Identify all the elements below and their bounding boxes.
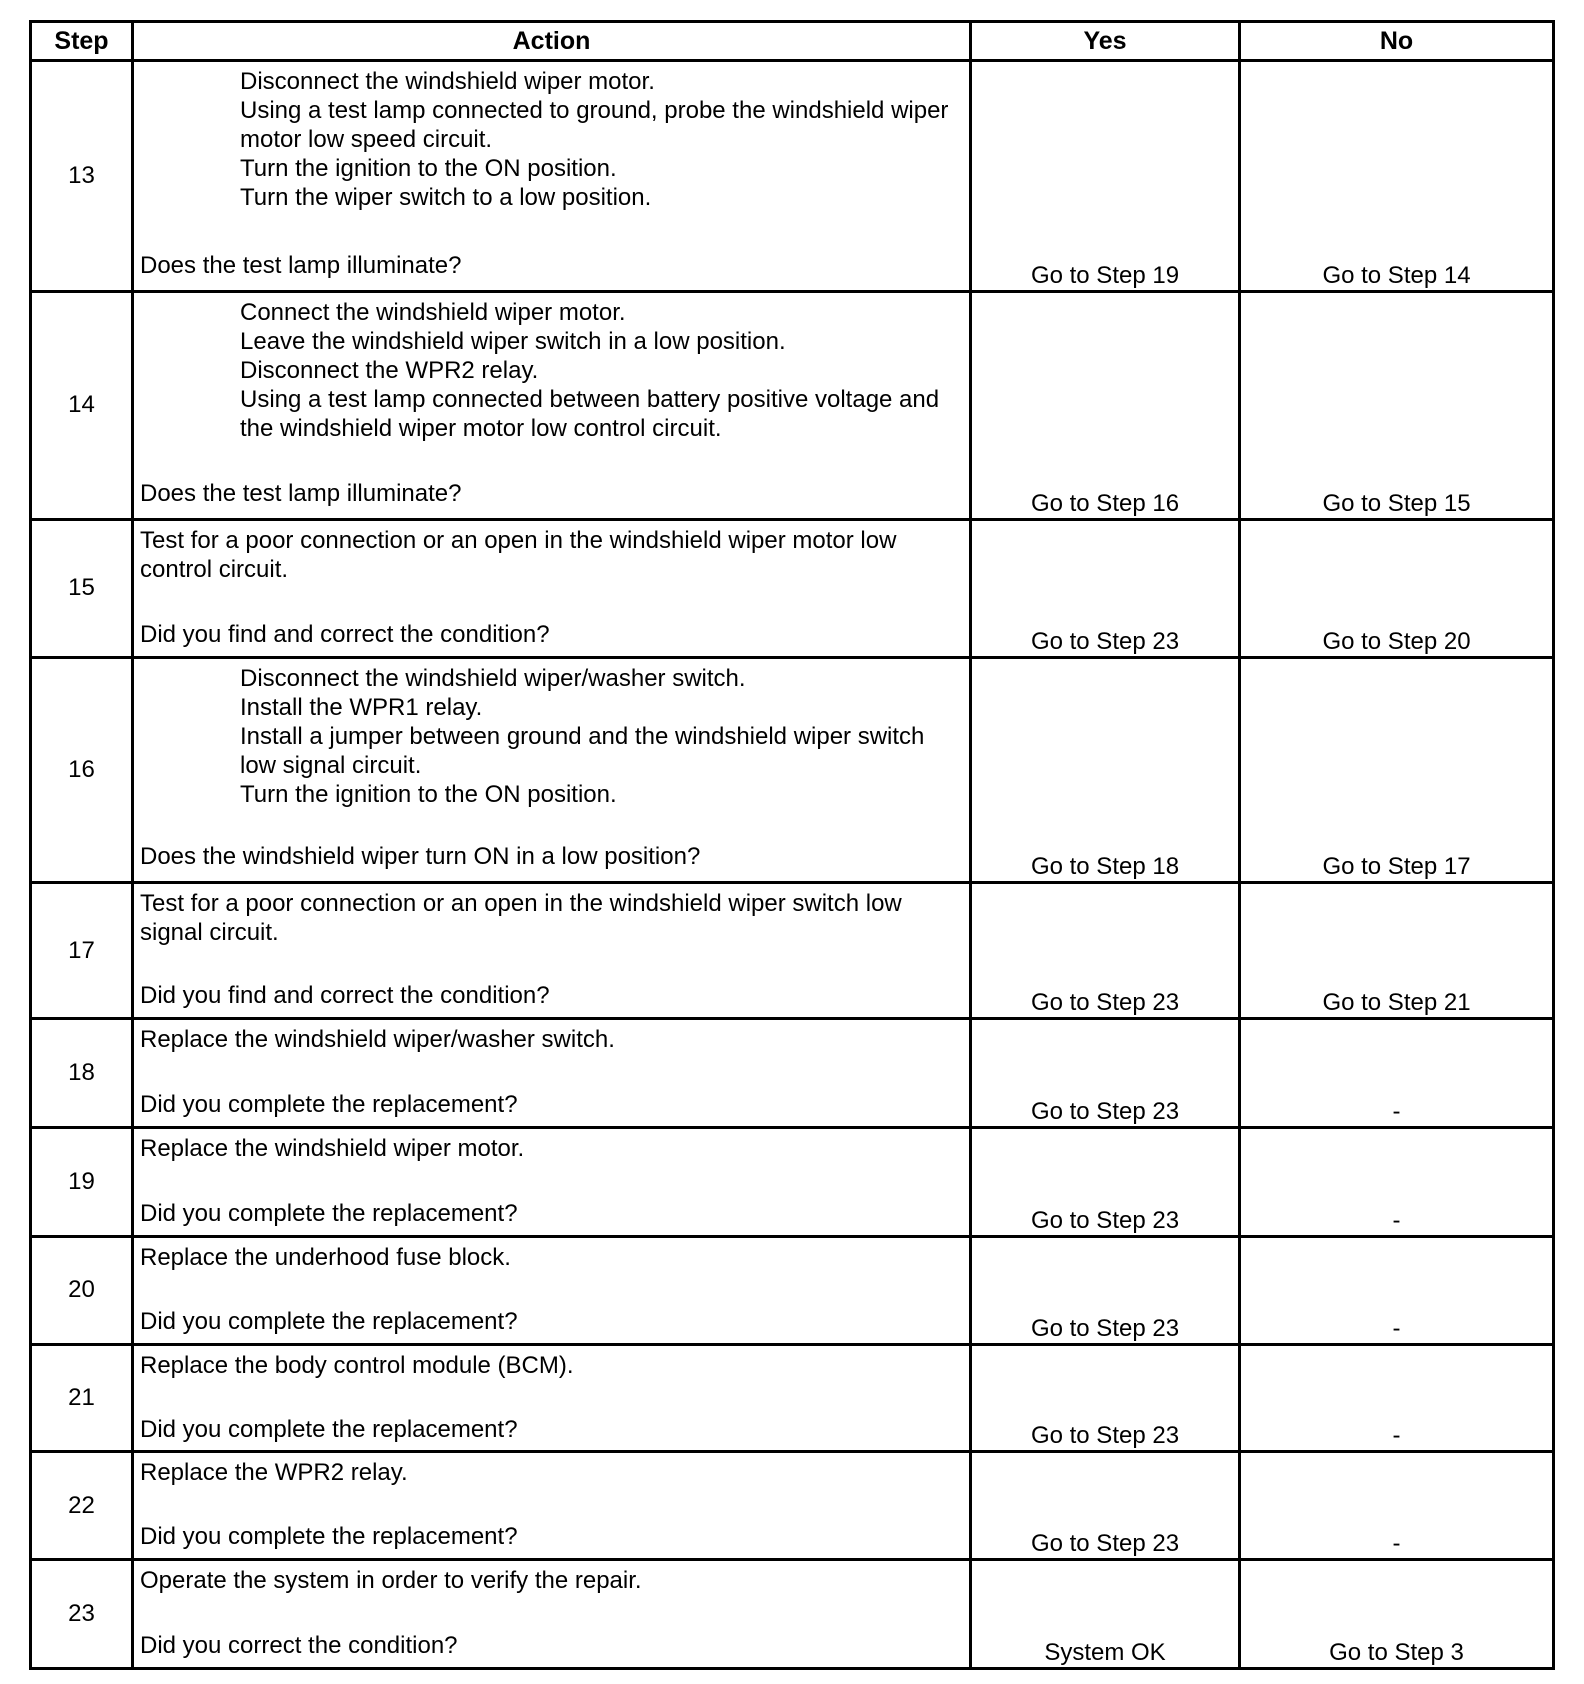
step-number: 18 <box>31 1019 133 1128</box>
step-number: 19 <box>31 1128 133 1237</box>
step-number: 16 <box>31 658 133 883</box>
question-text: Did you find and correct the condition? <box>140 981 550 1009</box>
table-row <box>31 1452 1554 1560</box>
table-row <box>31 1128 1554 1237</box>
action-cell <box>133 519 971 658</box>
question-text: Did you correct the condition? <box>140 1632 458 1660</box>
action-item: Disconnect the windshield wiper motor. <box>240 68 655 95</box>
action-cell <box>133 882 971 1018</box>
action-cell <box>133 1452 971 1560</box>
step-number: 21 <box>31 1344 133 1452</box>
question-text: Did you complete the replacement? <box>140 1523 518 1551</box>
table-row <box>31 1560 1554 1669</box>
action-item: Turn the ignition to the ON position. <box>240 155 617 182</box>
header-row <box>31 22 1554 61</box>
action-list <box>140 67 959 212</box>
step-number: 22 <box>31 1452 133 1560</box>
table-row <box>31 291 1554 519</box>
step-number: 15 <box>31 519 133 658</box>
question-text: Does the test lamp illuminate? <box>140 252 462 279</box>
action-cell <box>133 291 971 519</box>
action-text: Test for a poor connection or an open in the windshield wiper motor low control circuit. <box>140 526 897 583</box>
no-cell: Go to Step 20 <box>1240 519 1554 658</box>
action-text: Replace the body control module (BCM). <box>140 1351 574 1379</box>
no-cell: Go to Step 14 <box>1240 61 1554 292</box>
table-row <box>31 61 1554 292</box>
action-text: Operate the system in order to verify the repair. <box>140 1567 642 1595</box>
question-text: Did you complete the replacement? <box>140 1307 518 1335</box>
step-number: 23 <box>31 1560 133 1669</box>
action-item: Install a jumper between ground and the windshield wiper switch low signal circuit. <box>240 723 925 780</box>
action-item: Using a test lamp connected to ground, probe the windshield wiper motor low speed circuit. <box>240 97 949 153</box>
no-cell: Go to Step 3 <box>1240 1560 1554 1669</box>
no-cell: - <box>1240 1128 1554 1237</box>
table-row <box>31 658 1554 883</box>
no-cell: - <box>1240 1344 1554 1452</box>
action-item: Leave the windshield wiper switch in a low position. <box>240 327 786 355</box>
header-no: No <box>1240 22 1554 61</box>
question-text: Did you find and correct the condition? <box>140 620 550 648</box>
table-row <box>31 1236 1554 1344</box>
action-text: Replace the WPR2 relay. <box>140 1459 408 1487</box>
action-item: Turn the wiper switch to a low position. <box>240 184 652 211</box>
action-item: Using a test lamp connected between battery positive voltage and the windshield wiper motor low control circuit. <box>240 385 940 442</box>
step-number: 17 <box>31 882 133 1018</box>
step-number: 14 <box>31 291 133 519</box>
action-item: Disconnect the windshield wiper/washer switch. <box>240 665 746 693</box>
action-text: Replace the underhood fuse block. <box>140 1243 511 1271</box>
yes-cell: Go to Step 23 <box>971 1236 1240 1344</box>
yes-cell: Go to Step 18 <box>971 658 1240 883</box>
question-text: Does the windshield wiper turn ON in a low position? <box>140 843 701 871</box>
table-row <box>31 1019 1554 1128</box>
action-cell <box>133 1128 971 1237</box>
yes-cell: System OK <box>971 1560 1240 1669</box>
diagnostic-table <box>29 20 1555 1670</box>
action-cell <box>133 1560 971 1669</box>
table-row <box>31 1344 1554 1452</box>
action-list <box>140 298 959 443</box>
action-cell <box>133 658 971 883</box>
no-cell: Go to Step 21 <box>1240 882 1554 1018</box>
header-action: Action <box>133 22 971 61</box>
action-text: Replace the windshield wiper/washer switch. <box>140 1026 615 1054</box>
no-cell: - <box>1240 1019 1554 1128</box>
action-cell <box>133 1019 971 1128</box>
yes-cell: Go to Step 23 <box>971 519 1240 658</box>
table-row <box>31 882 1554 1018</box>
question-text: Does the test lamp illuminate? <box>140 479 462 507</box>
action-item: Connect the windshield wiper motor. <box>240 298 626 326</box>
action-item: Disconnect the WPR2 relay. <box>240 356 539 384</box>
header-yes: Yes <box>971 22 1240 61</box>
no-cell: - <box>1240 1452 1554 1560</box>
yes-cell: Go to Step 23 <box>971 1452 1240 1560</box>
yes-cell: Go to Step 23 <box>971 1019 1240 1128</box>
yes-cell: Go to Step 16 <box>971 291 1240 519</box>
question-text: Did you complete the replacement? <box>140 1091 518 1119</box>
yes-cell: Go to Step 19 <box>971 61 1240 292</box>
action-cell <box>133 61 971 292</box>
step-number: 20 <box>31 1236 133 1344</box>
question-text: Did you complete the replacement? <box>140 1200 518 1228</box>
yes-cell: Go to Step 23 <box>971 882 1240 1018</box>
action-item: Turn the ignition to the ON position. <box>240 781 617 809</box>
step-number: 13 <box>31 61 133 292</box>
header-step: Step <box>31 22 133 61</box>
yes-cell: Go to Step 23 <box>971 1128 1240 1237</box>
question-text: Did you complete the replacement? <box>140 1415 518 1443</box>
action-list <box>140 664 959 809</box>
action-cell <box>133 1236 971 1344</box>
no-cell: Go to Step 17 <box>1240 658 1554 883</box>
action-cell <box>133 1344 971 1452</box>
yes-cell: Go to Step 23 <box>971 1344 1240 1452</box>
action-text: Test for a poor connection or an open in the windshield wiper switch low signal circuit. <box>140 889 902 946</box>
no-cell: Go to Step 15 <box>1240 291 1554 519</box>
action-item: Install the WPR1 relay. <box>240 694 483 722</box>
no-cell: - <box>1240 1236 1554 1344</box>
table-row <box>31 519 1554 658</box>
action-text: Replace the windshield wiper motor. <box>140 1135 525 1163</box>
